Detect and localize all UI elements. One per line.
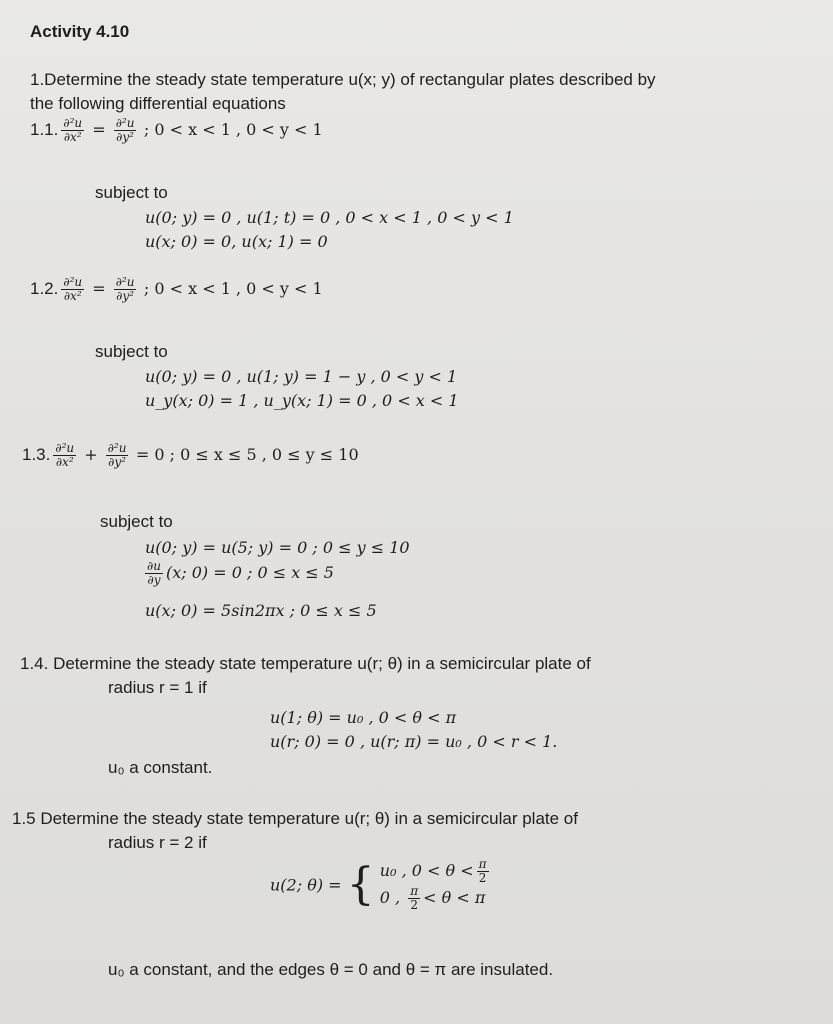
case-2: 0 , [379, 888, 401, 907]
problem-number: 1.1. [30, 120, 59, 139]
constant-note: u₀ a constant, and the edges θ = 0 and θ = π are insulated. [108, 960, 554, 979]
question-1-5-text-cont: radius r = 2 if [108, 833, 207, 852]
boundary-condition: u(0; y) = u(5; y) = 0 ; 0 ≤ y ≤ 10 [145, 538, 410, 557]
domain-range: ; 0 < x < 1 , 0 < y < 1 [143, 120, 323, 139]
question-1-intro-cont: the following differential equations [30, 94, 286, 113]
piecewise-condition: u(2; θ) = { u₀ , 0 < θ < $\frac{\pi}{2}$ 0 , $\frac{\pi}{2}$ < θ < π [270, 857, 487, 912]
boundary-condition: u_y(x; 0) = 1 , u_y(x; 1) = 0 , 0 < x < 1 [145, 391, 459, 410]
constant-note: u₀ a constant. [108, 758, 213, 777]
question-1-5-text: 1.5 Determine the steady state temperature u(r; θ) in a semicircular plate of [12, 809, 578, 828]
boundary-condition: u(x; 0) = 0, u(x; 1) = 0 [145, 232, 328, 251]
problem-number: 1.3. [22, 445, 51, 464]
domain-range: ; 0 < x < 1 , 0 < y < 1 [143, 279, 323, 298]
problem-1-1-equation: 1.1. $\frac{\text{∂²u}}{\text{∂x²}}$ = $\frac{\text{∂²u}}{\text{∂y²}}$ ; 0 < x < 1 , 0 < y < 1 [30, 116, 323, 144]
case-2-range: < θ < π [423, 888, 486, 907]
case-1: u₀ , 0 < θ < [379, 861, 474, 880]
problem-1-2-equation: 1.2. $\frac{\text{∂²u}}{\text{∂x²}}$ = $\frac{\text{∂²u}}{\text{∂y²}}$ ; 0 < x < 1 , 0 < y < 1 [30, 275, 323, 303]
piecewise-lhs: u(2; θ) = [270, 875, 342, 895]
problem-number: 1.2. [30, 279, 59, 298]
boundary-condition: $\frac{\partial u}{\partial y}$ (x; 0) = 0 ; 0 ≤ x ≤ 5 [147, 559, 334, 587]
domain-range: = 0 ; 0 ≤ x ≤ 5 , 0 ≤ y ≤ 10 [135, 445, 359, 464]
question-1-4-text: 1.4. Determine the steady state temperature u(r; θ) in a semicircular plate of [20, 654, 591, 673]
subject-to-label: subject to [100, 512, 173, 531]
boundary-condition: u(1; θ) = u₀ , 0 < θ < π [270, 708, 457, 727]
activity-title: Activity 4.10 [30, 22, 130, 41]
boundary-condition: u(x; 0) = 5sin2πx ; 0 ≤ x ≤ 5 [145, 601, 377, 620]
subject-to-label: subject to [95, 183, 168, 202]
problem-1-3-equation: 1.3. $\frac{\text{∂²u}}{\text{∂x²}}$ + $\frac{\text{∂²u}}{\text{∂y²}}$ = 0 ; 0 ≤ x ≤ 5 , 0 ≤ y ≤ 10 [22, 441, 359, 469]
boundary-condition: u(0; y) = 0 , u(1; y) = 1 − y , 0 < y < 1 [145, 367, 458, 386]
question-1-4-text-cont: radius r = 1 if [108, 678, 207, 697]
boundary-condition-text: (x; 0) = 0 ; 0 ≤ x ≤ 5 [165, 563, 334, 582]
boundary-condition: u(0; y) = 0 , u(1; t) = 0 , 0 < x < 1 , 0 < y < 1 [145, 208, 514, 227]
subject-to-label: subject to [95, 342, 168, 361]
boundary-condition: u(r; 0) = 0 , u(r; π) = u₀ , 0 < r < 1. [270, 732, 558, 751]
question-1-intro: 1.Determine the steady state temperature u(x; y) of rectangular plates described by [30, 70, 656, 89]
